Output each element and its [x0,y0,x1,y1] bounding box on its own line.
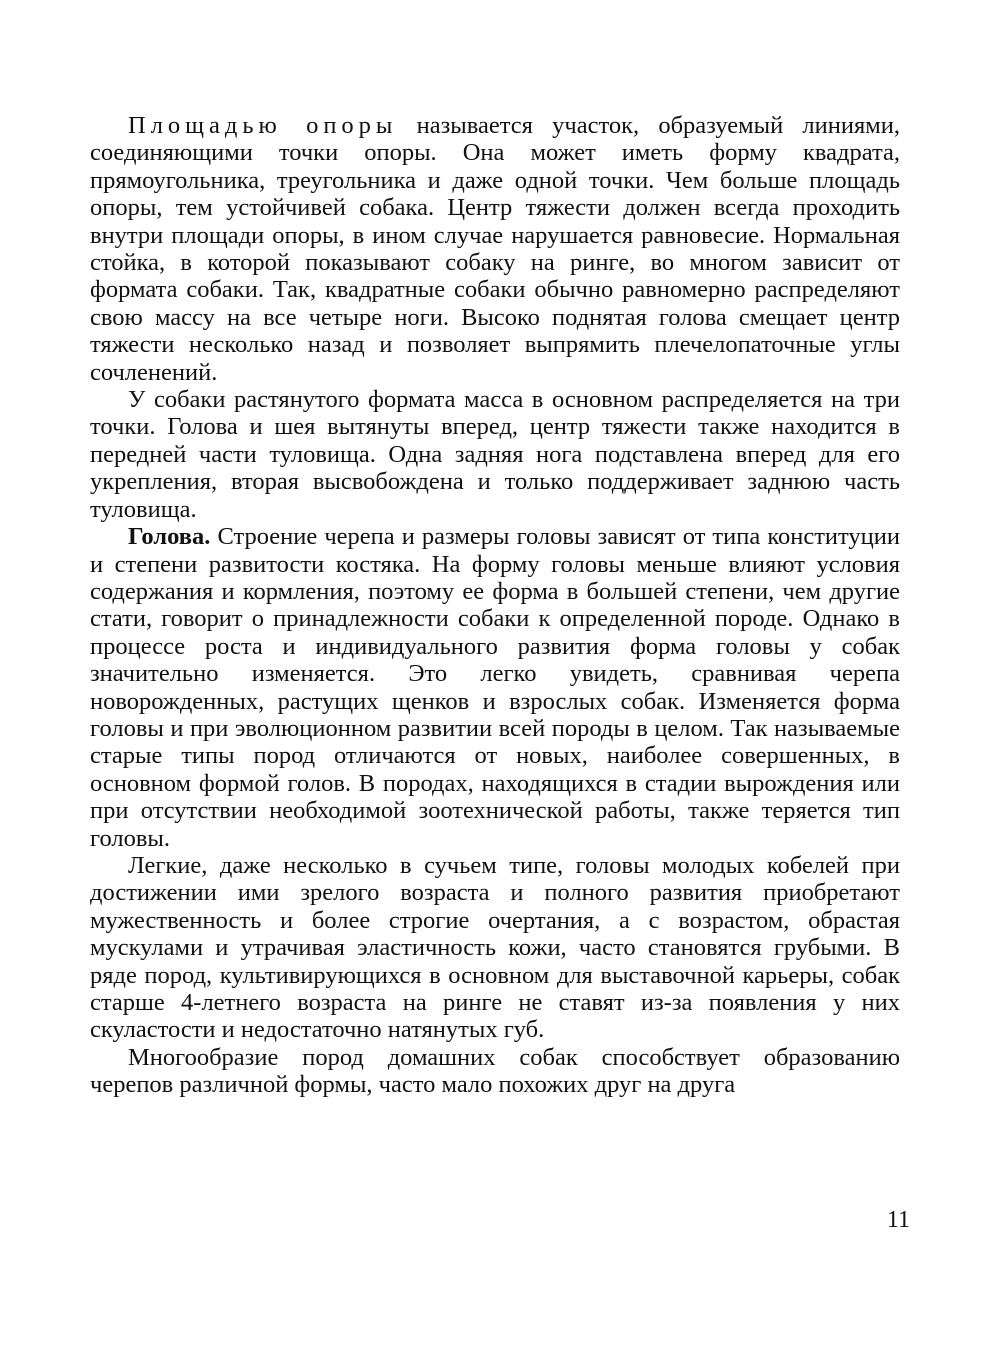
paragraph-stretched-format-text: У собаки растянутого формата масса в основном распределяется на три точки. Голова и шея вытянуты вперед, центр тяжести также находится в передней части туловища. Одна задняя нога подставлена вперед для его укрепления, вторая высвобождена и только поддерживает заднюю часть туловища. [90,386,900,523]
paragraph-breed-diversity-text: Многообразие пород домашних собак способствует образованию черепов различной формы, часто мало похожих друг на друга [90,1043,900,1099]
paragraph-support-area-text: называется участок, образуемый линиями, соединяющими точки опоры. Она может иметь форму квадрата, прямоугольника, треугольника и даже одной точки. Чем больше площадь опоры, тем устойчивей собака. Центр тяжести должен всегда проходить внутри площади опоры, в ином случае нарушается равновесие. Нормальная стойка, в которой показывают собаку на ринге, во многом зависит от формата собаки. Так, квадратные собаки обычно равномерно распределяют свою массу на все четыре ноги. Высоко поднятая голова смещает центр тяжести несколько назад и позволяет выпрямить плечелопаточные углы сочленений. [90,112,900,386]
term-support-area: Площадью опоры [128,112,398,139]
page-number: 11 [886,1207,910,1233]
paragraph-stretched-format [90,386,900,523]
paragraph-support-area [90,112,900,386]
heading-head: Голова. [128,523,211,551]
paragraph-young-males-text: Легкие, даже несколько в сучьем типе, головы молодых кобелей при достижении ими зрелого возраста и полного развития приобретают мужественность и более строгие очертания, а с возрастом, обрастая мускулами и утрачивая эластичность кожи, часто становятся грубыми. В ряде пород, культивирующихся в основном для выставочной карьеры, собак старше 4-летнего возраста на ринге не ставят из-за появления у них скуластости и недостаточно натянутых губ. [90,851,900,1044]
paragraph-head-text: Строение черепа и размеры головы зависят от типа конституции и степени развитости костяка. На форму головы меньше влияют условия содержания и кормления, поэтому ее форма в большей степени, чем другие стати, говорит о принадлежности собаки к определенной породе. Однако в процессе роста и индивидуального развития форма головы у собак значительно изменяется. Это легко увидеть, сравнивая черепа новорожденных, растущих щенков и взрослых собак. Изменяется форма головы и при эволюционном развитии всей породы в целом. Так называемые старые типы пород отличаются от новых, наиболее совершенных, в основном формой голов. В породах, находящихся в стадии вырождения или при отсутствии необходимой зоотехнической работы, также теряется тип головы. [90,523,900,852]
paragraph-young-males [90,852,900,1044]
paragraph-head [90,523,900,852]
paragraph-breed-diversity [90,1044,900,1099]
body-text [90,112,900,1099]
